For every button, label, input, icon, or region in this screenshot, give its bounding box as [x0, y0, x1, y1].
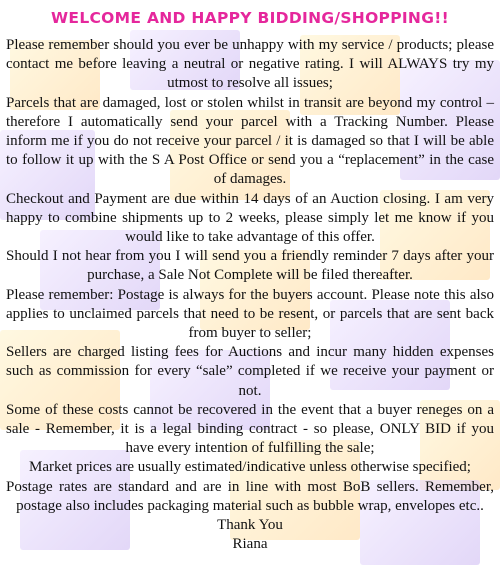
paragraph-parcels: Parcels that are damaged, lost or stolen whilst in transit are beyond my control – therefore I automatically send your parcel with a Tracking Number. Please inform me if you do not receive your parcel / it is damaged so that I will be able to follow it up with the S A Post Office or send you a “replacement” in the case of damages. [6, 94, 494, 188]
terms-body [6, 36, 494, 516]
paragraph-checkout: Checkout and Payment are due within 14 days of an Auction closing. I am very happy to combine shipments up to 2 weeks, please simply let me know if you would like to take advantage of this offer. [6, 190, 494, 246]
paragraph-reminder: Should I not hear from you I will send you a friendly reminder 7 days after your purchase, a Sale Not Complete will be filed thereafter. [6, 248, 494, 284]
paragraph-postage: Please remember: Postage is always for the buyers account. Please note this also applies to unclaimed parcels that need to be resent, or parcels that are sent back from buyer to seller; [6, 286, 494, 342]
thanks-text: Thank You [217, 517, 283, 534]
welcome-title: WELCOME AND HAPPY BIDDING/SHOPPING!! [51, 9, 449, 27]
paragraph-postage-rates: Postage rates are standard and are in line with most BoB sellers. Remember, postage also includes packaging material such as bubble wrap, envelopes etc.. [6, 478, 494, 514]
paragraph-prices: Market prices are usually estimated/indicative unless otherwise specified; [29, 459, 471, 476]
paragraph-service: Please remember should you ever be unhappy with my service / products; please contact me before leaving a neutral or negative rating. I will ALWAYS try my utmost to resolve all issues; [6, 37, 494, 92]
paragraph-costs: Some of these costs cannot be recovered in the event that a buyer reneges on a sale - Remember, it is a legal binding contract - so please, ONLY BID if you have every intention of fulfilling the sale; [6, 401, 494, 457]
closing [6, 516, 494, 554]
signature: Riana [232, 536, 268, 553]
paragraph-fees: Sellers are charged listing fees for Auctions and incur many hidden expenses such as commission for every “sale” completed if we receive your payment or not. [6, 344, 494, 399]
